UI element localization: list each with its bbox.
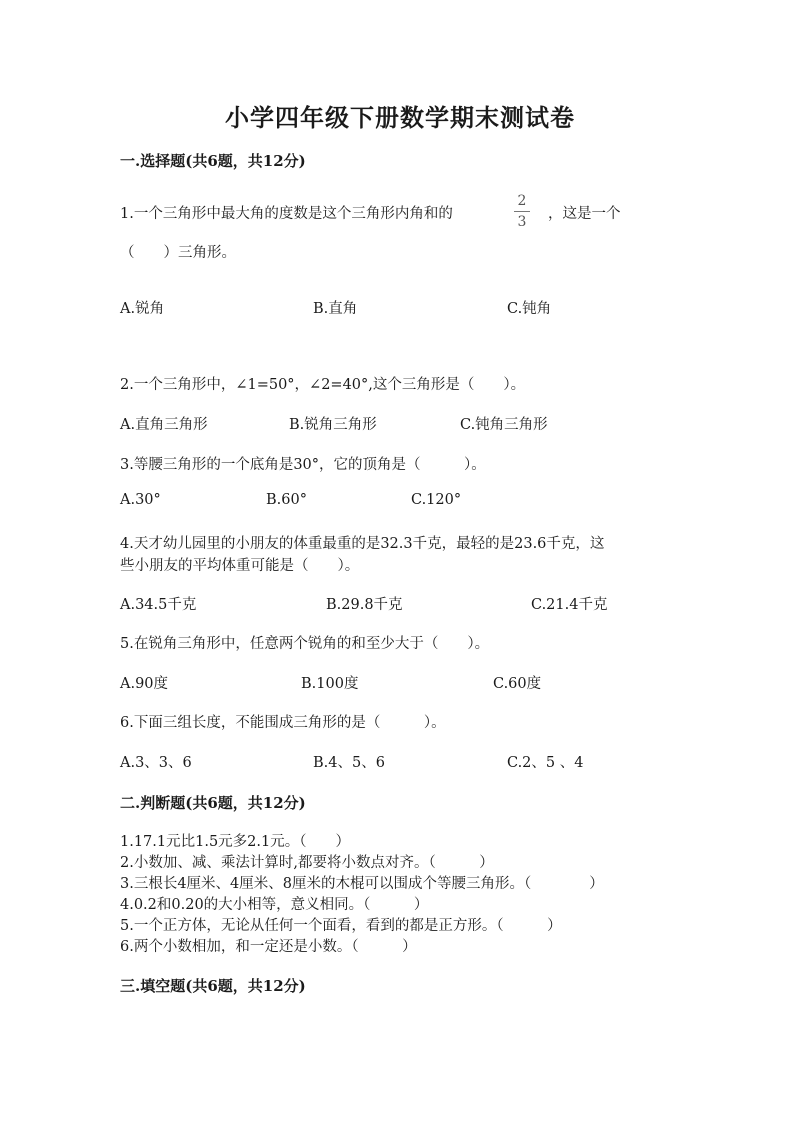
question-4-text-line2: 些小朋友的平均体重可能是（ ）。 — [120, 558, 360, 574]
judge-item-2: 2.小数加、减、乘法计算时,都要将小数点对齐。（ ） — [120, 855, 494, 871]
question-1-text: 1.一个三角形中最大角的度数是这个三角形内角和的 — [120, 206, 453, 222]
fraction-numerator: 2 — [517, 193, 527, 209]
q1-option-a[interactable]: A.锐角 — [120, 301, 165, 317]
section-heading-fill: 三.填空题(共6题，共12分) — [120, 977, 306, 995]
q6-option-c[interactable]: C.2、5 、4 — [507, 755, 584, 771]
judge-item-4: 4.0.2和0.20的大小相等，意义相同。（ ） — [120, 897, 429, 913]
question-1-text-cont: ，这是一个 — [548, 206, 621, 222]
page-title: 小学四年级下册数学期末测试卷 — [225, 103, 575, 132]
q1-option-b[interactable]: B.直角 — [313, 301, 358, 317]
section-heading-choice: 一.选择题(共6题，共12分) — [120, 152, 306, 170]
q4-option-c[interactable]: C.21.4千克 — [531, 597, 608, 613]
q5-option-a[interactable]: A.90度 — [120, 676, 169, 692]
q2-option-b[interactable]: B.锐角三角形 — [289, 417, 377, 433]
judge-item-6: 6.两个小数相加，和一定还是小数。（ ） — [120, 939, 417, 955]
q1-option-c[interactable]: C.钝角 — [507, 301, 552, 317]
question-4-text-line1: 4.天才幼儿园里的小朋友的体重最重的是32.3千克，最轻的是23.6千克，这 — [120, 536, 605, 552]
q4-option-b[interactable]: B.29.8千克 — [326, 597, 403, 613]
section-heading-judge: 二.判断题(共6题，共12分) — [120, 794, 306, 812]
judge-item-3: 3.三根长4厘米、4厘米、8厘米的木棍可以围成个等腰三角形。（ ） — [120, 876, 604, 892]
q3-option-c[interactable]: C.120° — [411, 492, 462, 508]
q3-option-a[interactable]: A.30° — [120, 492, 161, 508]
fraction-denominator: 3 — [517, 214, 527, 230]
question-6-text: 6.下面三组长度，不能围成三角形的是（ ）。 — [120, 715, 446, 731]
q2-option-a[interactable]: A.直角三角形 — [120, 417, 208, 433]
question-5-text: 5.在锐角三角形中，任意两个锐角的和至少大于（ ）。 — [120, 636, 490, 652]
q2-option-c[interactable]: C.钝角三角形 — [460, 417, 548, 433]
q6-option-a[interactable]: A.3、3、6 — [120, 755, 192, 771]
q4-option-a[interactable]: A.34.5千克 — [120, 597, 197, 613]
q5-option-b[interactable]: B.100度 — [301, 676, 359, 692]
q5-option-c[interactable]: C.60度 — [493, 676, 542, 692]
question-1-blank: （ ）三角形。 — [120, 245, 236, 261]
fraction-two-thirds — [513, 194, 531, 229]
question-2-text: 2.一个三角形中，∠1=50°，∠2=40°,这个三角形是（ ）。 — [120, 377, 526, 393]
question-3-text: 3.等腰三角形的一个底角是30°，它的顶角是（ ）。 — [120, 457, 486, 473]
q3-option-b[interactable]: B.60° — [266, 492, 307, 508]
fraction-bar — [514, 211, 530, 212]
judge-item-1: 1.17.1元比1.5元多2.1元。（ ） — [120, 834, 350, 850]
judge-item-5: 5.一个正方体，无论从任何一个面看，看到的都是正方形。（ ） — [120, 918, 562, 934]
q6-option-b[interactable]: B.4、5、6 — [313, 755, 385, 771]
